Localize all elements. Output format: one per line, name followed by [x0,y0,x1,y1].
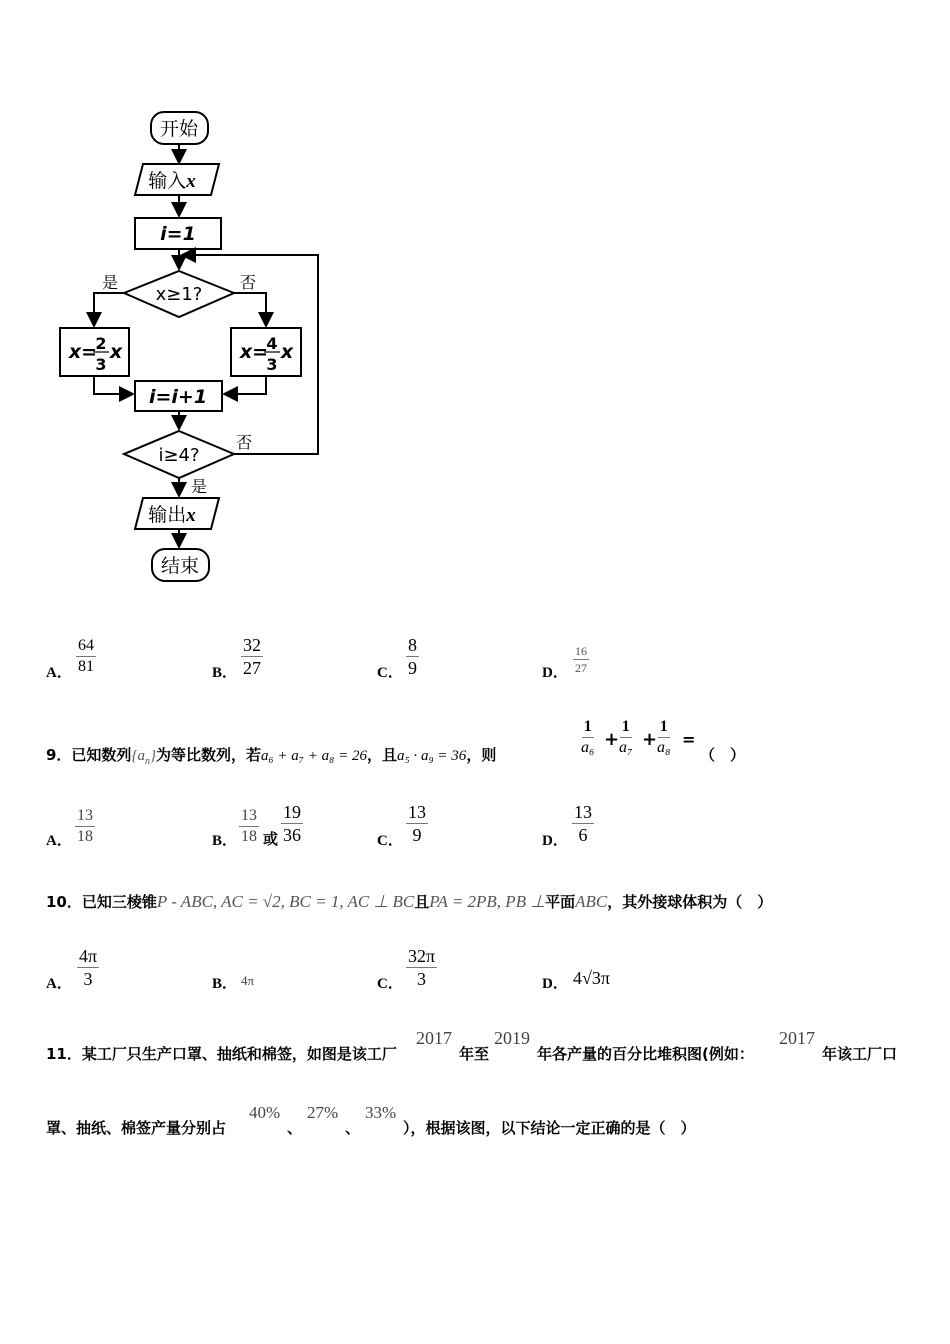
q11-year-2017: 2017 [416,1028,452,1048]
q8-option-d-fraction: $\frac{16}{27}$ [575,644,587,675]
right-assign-x: x [280,341,294,363]
q11-percent-swab: 33% [365,1103,397,1122]
q9-option-a-label: A． [46,833,72,849]
q10-option-b-label: B． [212,976,238,992]
increment-label: i=i+1 [148,386,208,408]
q9-equals: = [682,730,696,749]
q10-stem: 10．已知三棱锥P - ABC, AC = √2, BC = 1, AC ⊥ BC且PA = 2PB, PB ⊥平面ABC，其外接球体积为（ ） [46,892,773,911]
q10-option-a-label: A． [46,976,72,992]
q9-option-b-fraction-1: $\frac{13}{18}$ [241,807,257,845]
cond2-label: i≥4? [158,445,200,466]
q9-option-d-label: D． [542,833,568,849]
q8-option-b-label: B． [212,665,238,681]
q9-option-b-label: B． [212,833,238,849]
q11-text-to: 年至 [459,1045,490,1063]
q11-text-end-line-1: 年该工厂口 [822,1045,898,1063]
q9-option-b-fraction-2: $\frac{19}{36}$ [283,802,301,845]
q11-stem-line-1: 11．某工厂只生产口罩、抽纸和棉签，如图是该工厂 [46,1045,397,1063]
q10-option-b-value: 4π [241,973,255,988]
cond1-label: x≥1? [155,284,203,305]
right-assign-den: 3 [266,355,278,374]
q9-answer-paren: （ ） [700,746,746,764]
yes-label-2: 是 [190,477,208,496]
q9-frac-1: $\frac{1}{\text{a₆}}$ [581,718,595,756]
q9-option-c-label: C． [377,833,403,849]
q8-option-a-fraction: $\frac{64}{81}$ [78,637,94,675]
q9-option-a-fraction: $\frac{13}{18}$ [77,807,93,845]
q11-text-example: 年各产量的百分比堆积图(例如： [537,1045,754,1063]
q10-option-c-fraction: $\frac{32\pi}{3}$ [408,946,436,989]
q9-frac-2: $\frac{1}{\text{a₇}}$ [619,718,633,756]
q9-frac-3: $\frac{1}{\text{a₈}}$ [657,718,671,756]
q9-option-d-fraction: $\frac{13}{6}$ [574,802,592,845]
q11-stem-line-2: 罩、抽纸、棉签产量分别占 [46,1119,227,1137]
start-label: 开始 [159,118,199,140]
q9-plus-1: + [604,729,620,750]
output-label: 输出x [148,504,196,526]
q10-option-d-label: D． [542,976,568,992]
q10-option-c-label: C． [377,976,403,992]
right-assign-num: 4 [266,334,278,353]
end-label: 结束 [160,555,200,577]
q11-year-2017-example: 2017 [779,1028,815,1048]
q9-stem: 9．已知数列$\{a_n\}$为等比数列，若a₆ + a₇ + a₈ = 26，且a₅ · a₉ = 36，则 [46,746,497,767]
no-label-1: 否 [239,273,257,292]
q8-option-d-label: D． [542,665,568,681]
left-assign-num: 2 [95,334,107,353]
q8-option-c-label: C． [377,665,403,681]
left-assign-lhs: x= [68,341,98,363]
q11-separator-2: 、 [345,1119,361,1137]
q8-option-c-fraction: $\frac{8}{9}$ [408,635,417,678]
input-label: 输入x [148,170,196,192]
q11-separator-1: 、 [287,1119,303,1137]
q9-plus-2: + [642,729,658,750]
no-label-2: 否 [235,433,253,452]
flowchart [0,0,360,600]
q9-option-b-or: 或 [263,830,279,848]
right-assign-lhs: x= [239,341,269,363]
q11-stem-line-2-end: ），根据该图，以下结论一定正确的是（ ） [403,1119,696,1137]
q9-option-c-fraction: $\frac{13}{9}$ [408,802,426,845]
q10-option-a-fraction: $\frac{4\pi}{3}$ [79,946,98,989]
left-assign-x: x [109,341,123,363]
left-assign-den: 3 [95,355,107,374]
q11-percent-mask: 40% [249,1103,281,1122]
q10-option-d-value: 4√3π [573,968,610,988]
q11-year-2019: 2019 [494,1028,530,1048]
q8-option-a-label: A． [46,665,72,681]
init-label: i=1 [160,223,196,245]
q8-option-b-fraction: $\frac{32}{27}$ [243,635,261,678]
q11-percent-tissue: 27% [307,1103,339,1122]
yes-label-1: 是 [101,273,119,292]
